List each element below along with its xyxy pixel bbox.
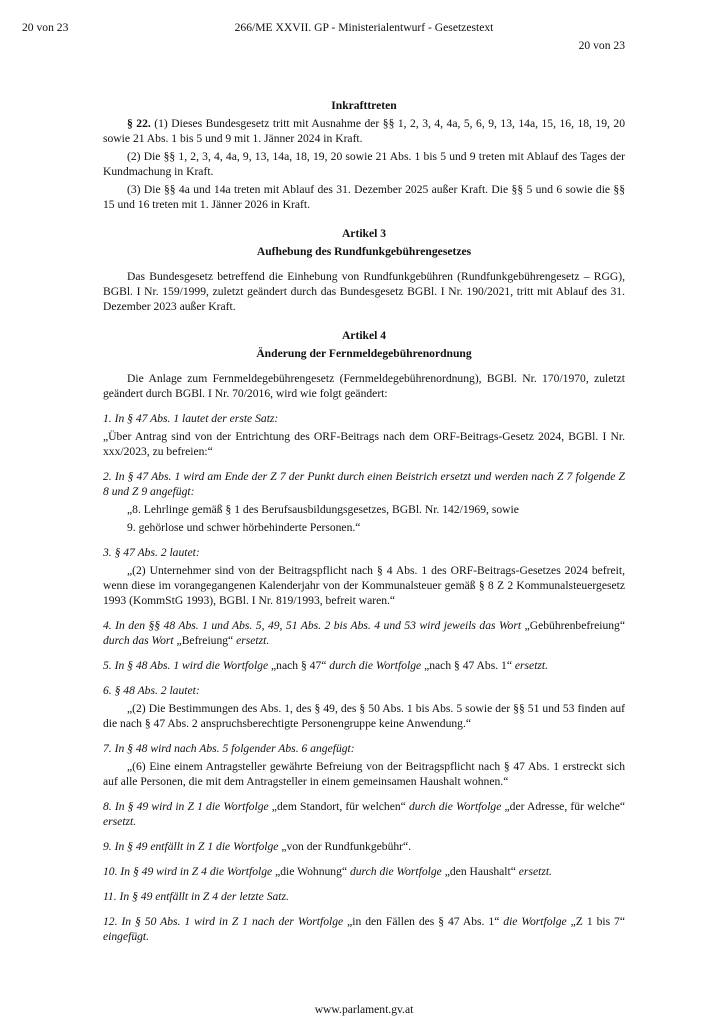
- item-10-part-b: „die Wohnung“: [275, 865, 348, 878]
- item-6-instruction: 6. § 48 Abs. 2 lautet:: [103, 684, 200, 697]
- item-6-text: „(2) Die Bestimmungen des Abs. 1, des § 49, des § 50 Abs. 1 bis Abs. 5 sowie der §§ 51 und 53 finden auf die nach § 47 Abs. 2 anspruchsberechtigte Personengruppe keine Anwendung.“: [103, 702, 625, 730]
- item-7-instruction: 7. In § 48 wird nach Abs. 5 folgender Abs. 6 angefügt:: [103, 742, 355, 755]
- item-5-part-c: durch die Wortfolge: [326, 659, 425, 672]
- paragraph-22-1: [103, 116, 625, 146]
- artikel-3-subheading: Aufhebung des Rundfunkgebührengesetzes: [256, 245, 472, 258]
- item-12-part-b: „in den Fällen des § 47 Abs. 1“: [347, 915, 500, 928]
- item-10-part-c: durch die Wortfolge: [347, 865, 445, 878]
- item-2-line-9: 9. gehörlose und schwer hörbehinderte Personen.“: [127, 521, 361, 534]
- section-heading-inkrafttreten: Inkrafttreten: [331, 99, 397, 112]
- item-4-part-e: ersetzt.: [233, 634, 270, 647]
- item-10-instruction: [103, 864, 625, 879]
- item-9-part-c: .: [408, 840, 412, 853]
- item-10-part-e: ersetzt.: [515, 865, 552, 878]
- item-4-part-c: durch das Wort: [103, 634, 177, 647]
- item-5-part-a: 5. In § 48 Abs. 1 wird die Wortfolge: [103, 659, 272, 672]
- paragraph-22-3: (3) Die §§ 4a und 14a treten mit Ablauf des 31. Dezember 2025 außer Kraft. Die §§ 5 und 6 sowie die §§ 15 und 16 treten mit 1. Jänner 2026 in Kraft.: [103, 183, 625, 211]
- item-5-instruction: [103, 658, 625, 673]
- item-7-text: „(6) Eine einem Antragsteller gewährte Befreiung von der Beitragspflicht nach § 47 Abs. 1 erstreckt sich auf alle Personen, die mit dem Antragsteller in einem gemeinsamen Haushalt wohnen.“: [103, 760, 625, 788]
- item-4-instruction: [103, 618, 625, 648]
- artikel-4-heading: Artikel 4: [341, 329, 387, 342]
- item-3-text: „(2) Unternehmer sind von der Beitragspflicht nach § 4 Abs. 1 des ORF-Beitrags-Gesetzes 2024 befreit, wenn diese im vorangegangenen Kalenderjahr von der Kommunalsteuer gemäß § 8 Z 2 Kommunalsteuergesetz 1993 (KommStG 1993), BGBl. I Nr. 819/1993, befreit waren.“: [103, 564, 625, 607]
- item-5-part-b: „nach § 47“: [271, 659, 327, 672]
- artikel-3-heading: Artikel 3: [341, 227, 387, 240]
- page-number-right: 20 von 23: [578, 39, 625, 52]
- section-label: § 22.: [127, 117, 151, 130]
- artikel-4-intro: Die Anlage zum Fernmeldegebührengesetz (Fernmeldegebührenordnung), BGBl. Nr. 170/1970, zuletzt geändert durch BGBl. I Nr. 70/2016, wird wie folgt geändert:: [103, 372, 625, 400]
- artikel-4-subheading: Änderung der Fernmeldegebührenordnung: [256, 347, 472, 360]
- item-10-part-d: „den Haushalt“: [444, 865, 516, 878]
- paragraph-text: (1) Dieses Bundesgesetz tritt mit Ausnahme der §§ 1, 2, 3, 4, 4a, 5, 6, 9, 13, 14a, 15, 16, 18, 19, 20 sowie 21 Abs. 1 bis 5 und 9 mit 1. Jänner 2024 in Kraft.: [103, 117, 626, 145]
- item-2-instruction: 2. In § 47 Abs. 1 wird am Ende der Z 7 der Punkt durch einen Beistrich ersetzt und werden nach Z 7 folgende Z 8 und Z 9 angefügt:: [103, 470, 625, 498]
- item-4-part-d: „Befreiung“: [176, 634, 234, 647]
- artikel-3-text: Das Bundesgesetz betreffend die Einhebung von Rundfunkgebühren (Rundfunkgebührengesetz – RGG), BGBl. I Nr. 159/1999, zuletzt geändert durch das Bundesgesetz BGBl. I Nr. 190/2021, tritt mit Ablauf des 31. Dezember 2023 außer Kraft.: [103, 270, 625, 313]
- item-12-instruction: [103, 914, 625, 944]
- item-10-part-a: 10. In § 49 wird in Z 4 die Wortfolge: [103, 865, 276, 878]
- item-3-instruction: 3. § 47 Abs. 2 lautet:: [103, 546, 200, 559]
- item-4-part-b: „Gebührenbefreiung“: [524, 619, 625, 632]
- item-1-instruction: 1. In § 47 Abs. 1 lautet der erste Satz:: [103, 412, 279, 425]
- item-5-part-d: „nach § 47 Abs. 1“: [424, 659, 512, 672]
- document-body: [103, 98, 625, 944]
- item-8-instruction: [103, 799, 625, 829]
- document-header-title: 266/ME XXVII. GP - Ministerialentwurf - Gesetzestext: [234, 21, 494, 34]
- item-8-part-a: 8. In § 49 wird in Z 1 die Wortfolge: [103, 800, 272, 813]
- item-8-part-c: durch die Wortfolge: [405, 800, 505, 813]
- item-9-instruction: [103, 839, 625, 854]
- item-8-part-e: ersetzt.: [103, 815, 137, 828]
- item-12-part-e: eingefügt.: [103, 930, 150, 943]
- item-1-text: „Über Antrag sind von der Entrichtung des ORF-Beitrags nach dem ORF-Beitrags-Gesetz 2024, BGBl. I Nr. xxx/2023, zu befreien:“: [103, 430, 625, 458]
- item-2-line-8: „8. Lehrlinge gemäß § 1 des Berufsausbildungsgesetzes, BGBl. Nr. 142/1969, sowie: [127, 503, 519, 516]
- item-8-part-b: „dem Standort, für welchen“: [271, 800, 406, 813]
- item-12-part-d: „Z 1 bis 7“: [570, 915, 625, 928]
- item-9-part-a: 9. In § 49 entfällt in Z 1 die Wortfolge: [103, 840, 282, 853]
- item-11-instruction: 11. In § 49 entfällt in Z 4 der letzte Satz.: [103, 890, 289, 903]
- footer-url: www.parlament.gv.at: [314, 1003, 414, 1016]
- item-12-part-a: 12. In § 50 Abs. 1 wird in Z 1 nach der Wortfolge: [103, 915, 348, 928]
- item-5-part-e: ersetzt.: [511, 659, 549, 672]
- item-12-part-c: die Wortfolge: [499, 915, 571, 928]
- paragraph-22-2: (2) Die §§ 1, 2, 3, 4, 4a, 9, 13, 14a, 18, 19, 20 sowie 21 Abs. 1 bis 5 und 9 treten mit Ablauf des Tages der Kundmachung in Kraft.: [103, 150, 625, 178]
- item-8-part-d: „der Adresse, für welche“: [504, 800, 626, 813]
- page-number-left: 20 von 23: [22, 21, 69, 34]
- item-9-part-b: „von der Rundfunkgebühr“: [281, 840, 409, 853]
- item-4-part-a: 4. In den §§ 48 Abs. 1 und Abs. 5, 49, 51 Abs. 2 bis Abs. 4 und 53 wird jeweils das Wort: [103, 619, 525, 632]
